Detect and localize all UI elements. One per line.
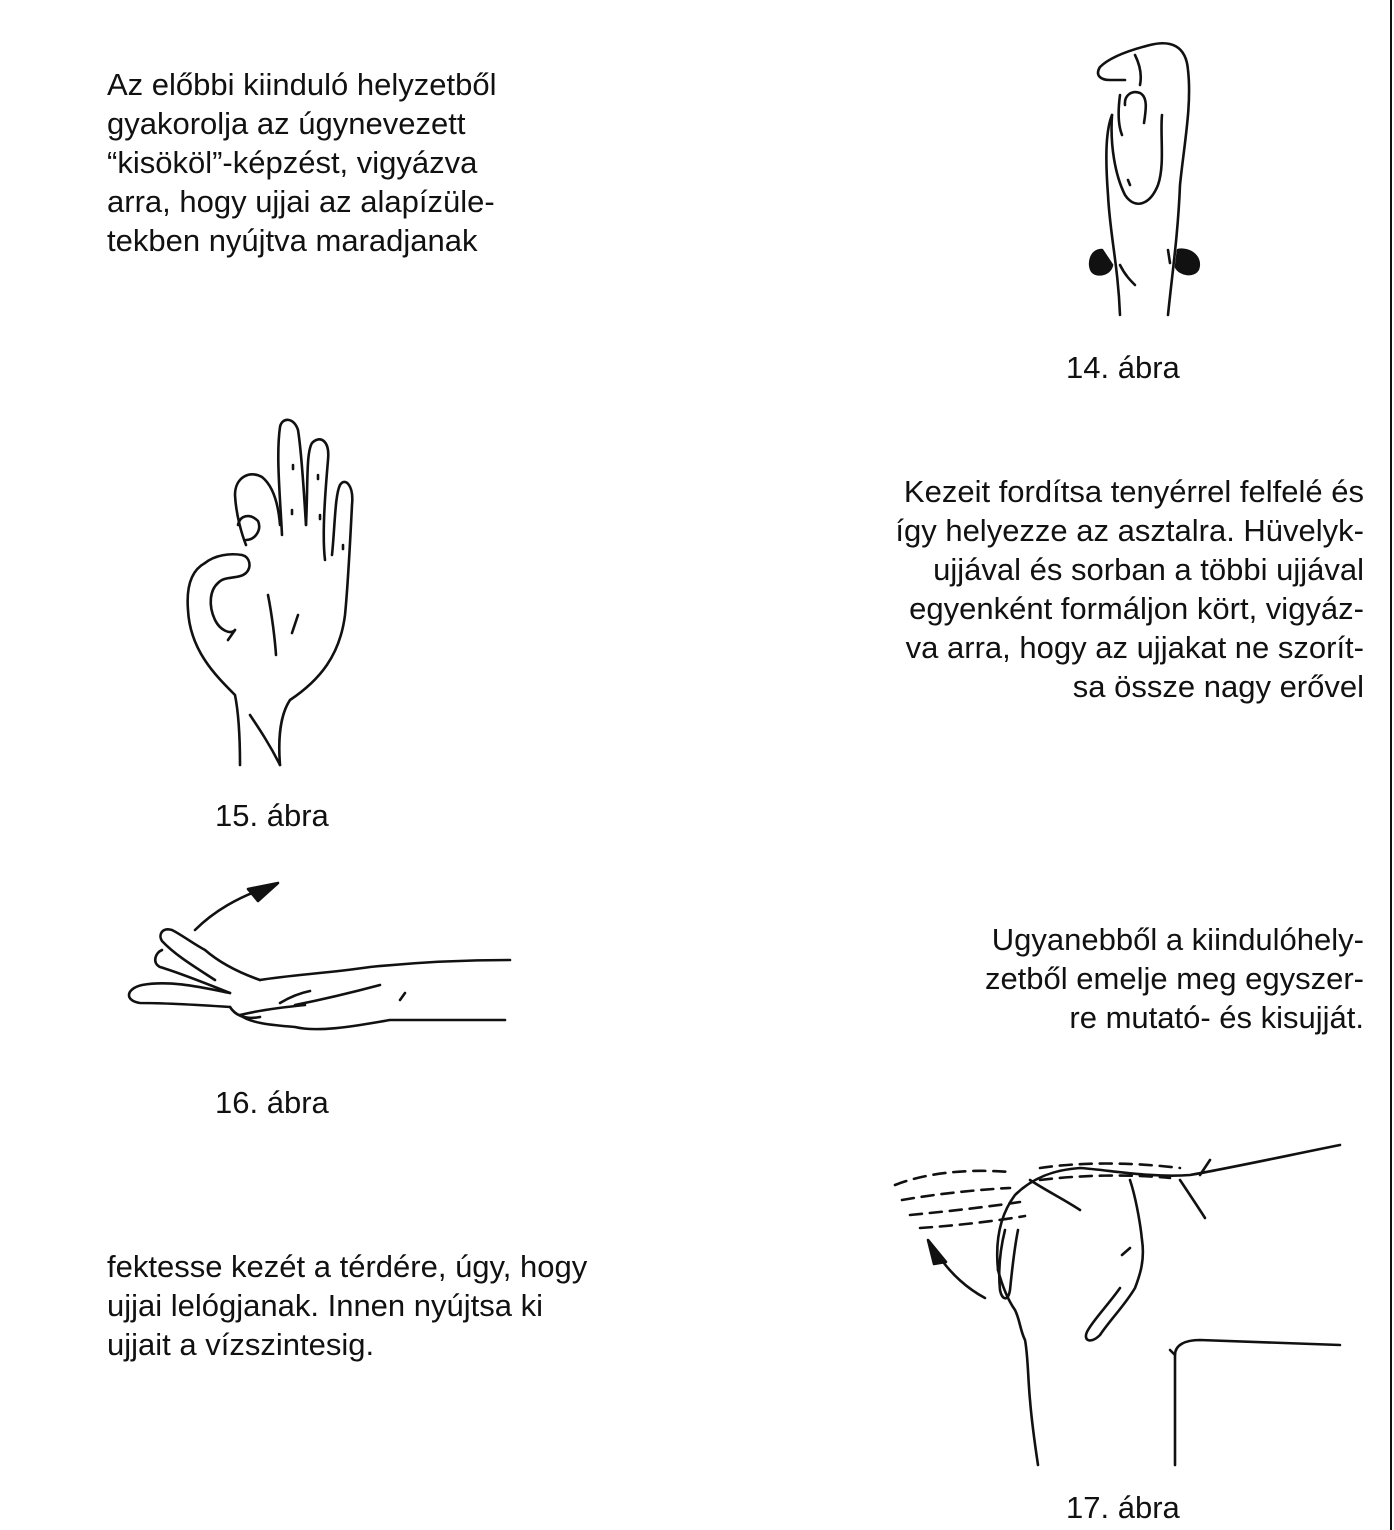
page-border <box>1390 0 1392 1530</box>
instruction-text-3: Ugyanebből a kiindulóhely- zetből emelje meg egyszer- re mutató- és kisujját. <box>984 922 1364 1035</box>
figure-caption-16: 16. ábra <box>215 1085 329 1120</box>
instruction-text-1: Az előbbi kiinduló helyzetből gyakorolja az úgynevezett “kisököl”-képzést, vigyázva arra, hogy ujjai az alapízüle- tekben nyújtva maradjanak <box>107 67 497 258</box>
figure-caption-15: 15. ábra <box>215 798 329 833</box>
instruction-text-2: Kezeit fordítsa tenyérrel felfelé és így helyezze az asztalra. Hüvelyk- ujjával és sorban a többi ujjával egyenként formáljon kört, vigyáz- va arra, hogy az ujjakat ne szorít- sa össze nagy erővel <box>895 474 1364 704</box>
figure-caption-14: 14. ábra <box>1066 350 1180 385</box>
hand-flat-icon <box>120 875 520 1040</box>
hand-circle-icon <box>180 415 370 770</box>
figure-caption-17: 17. ábra <box>1066 1490 1180 1525</box>
hand-on-knee-icon <box>890 1140 1350 1470</box>
instruction-text-4: fektesse kezét a térdére, úgy, hogy ujjai lelógjanak. Innen nyújtsa ki ujjait a vízszintesig. <box>107 1249 588 1362</box>
hand-fist-icon <box>1080 35 1220 325</box>
